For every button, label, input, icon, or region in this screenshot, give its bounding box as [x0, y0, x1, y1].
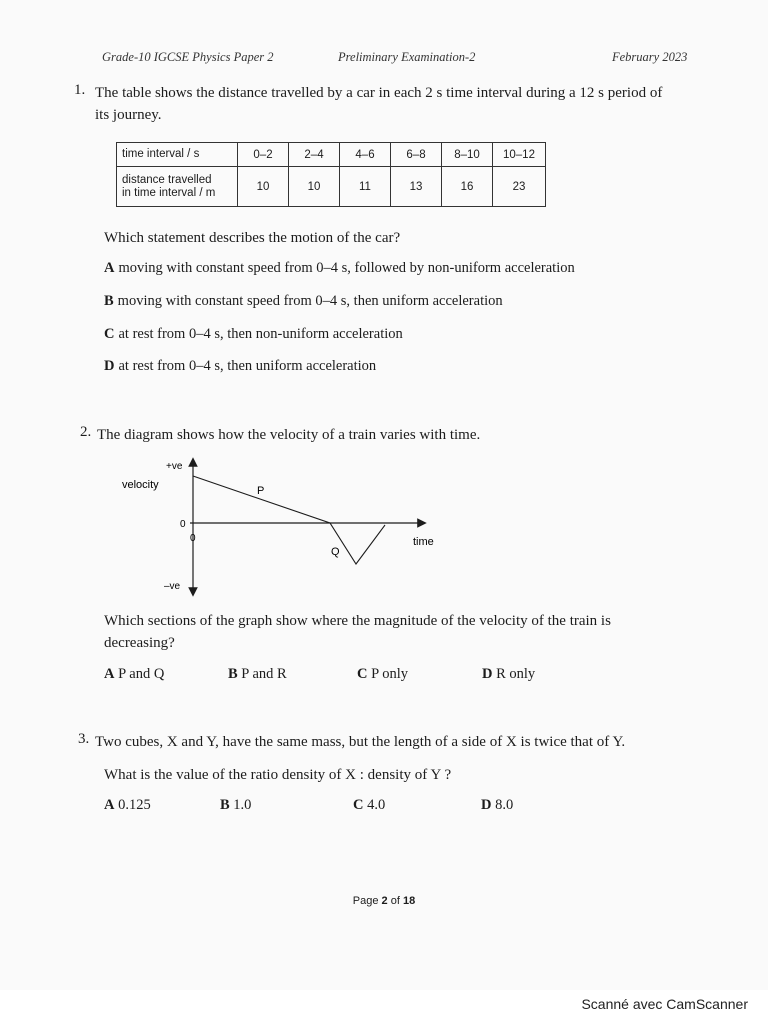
option-letter: D: [482, 666, 493, 682]
option-letter: B: [228, 666, 238, 682]
option-letter: C: [353, 797, 364, 813]
option-text: 0.125: [118, 797, 151, 813]
velocity-time-graph: [110, 452, 450, 597]
option-text: R only: [496, 666, 536, 682]
camscanner-watermark: Scanné avec CamScanner: [581, 996, 748, 1012]
table-row: [117, 167, 546, 207]
table-cell-interval: 0–2: [238, 143, 289, 167]
q1-option-d: [104, 358, 376, 375]
option-letter: B: [220, 797, 230, 813]
table-row-label: [117, 167, 238, 207]
q1-text-line2: its journey.: [95, 107, 162, 123]
option-letter: D: [481, 797, 492, 813]
page-total: 18: [402, 895, 416, 907]
header-right: February 2023: [612, 50, 688, 64]
table-cell-interval: 10–12: [493, 143, 546, 167]
option-letter: A: [104, 797, 115, 813]
q2-text: The diagram shows how the velocity of a train varies with time.: [97, 427, 481, 443]
q1-question: Which statement describes the motion of the car?: [104, 230, 401, 246]
option-letter: C: [104, 326, 115, 342]
table-row-label: time interval / s: [117, 143, 238, 167]
of-word: of: [390, 895, 400, 907]
option-text: moving with constant speed from 0–4 s, then uniform acceleration: [117, 293, 503, 309]
q2-option-a: [104, 666, 164, 683]
table-cell-interval: 2–4: [289, 143, 340, 167]
distance-table: [116, 142, 546, 207]
option-letter: C: [357, 666, 368, 682]
label-p: P: [257, 485, 265, 497]
option-letter: B: [104, 293, 114, 309]
velocity-line: [193, 476, 385, 564]
x-axis-label: time: [413, 536, 434, 548]
q2-option-d: [482, 666, 535, 683]
zero-x-label: 0: [190, 533, 196, 544]
q1-text-line1: The table shows the distance travelled by a car in each 2 s time interval during a 12 s period of: [95, 85, 663, 101]
option-text: P and R: [241, 666, 287, 682]
page-number: 2: [381, 895, 388, 907]
option-text: at rest from 0–4 s, then non-uniform acceleration: [118, 326, 403, 342]
q1-option-b: [104, 293, 503, 310]
option-text: P only: [371, 666, 409, 682]
y-axis-label: velocity: [122, 479, 159, 491]
table-cell-distance: 23: [493, 167, 546, 207]
table-label-line: in time interval / m: [122, 186, 216, 199]
header-left: Grade-10 IGCSE Physics Paper 2: [102, 50, 274, 64]
table-cell-interval: 4–6: [340, 143, 391, 167]
q3-question: What is the value of the ratio density of X : density of Y ?: [104, 767, 452, 783]
option-letter: A: [104, 666, 115, 682]
table-cell-distance: 10: [289, 167, 340, 207]
q3-option-c: [353, 797, 385, 814]
option-text: 1.0: [233, 797, 252, 813]
table-label-line: distance travelled: [122, 173, 212, 186]
table-cell-interval: 6–8: [391, 143, 442, 167]
table-cell-interval: 8–10: [442, 143, 493, 167]
table-cell-distance: 16: [442, 167, 493, 207]
q3-option-a: [104, 797, 151, 814]
q1-option-a: [104, 260, 575, 277]
neg-label: –ve: [164, 581, 181, 592]
q2-question-line2: decreasing?: [104, 635, 175, 651]
q3-option-b: [220, 797, 251, 814]
q3-text: Two cubes, X and Y, have the same mass, but the length of a side of X is twice that of Y.: [95, 734, 626, 750]
header-center: Preliminary Examination-2: [338, 50, 476, 64]
option-letter: D: [104, 358, 115, 374]
q2-number: 2.: [80, 424, 92, 440]
pos-label: +ve: [166, 461, 183, 472]
table-cell-distance: 13: [391, 167, 442, 207]
table-cell-distance: 10: [238, 167, 289, 207]
zero-y-label: 0: [180, 519, 186, 530]
option-text: P and Q: [118, 666, 165, 682]
q1-number: 1.: [74, 82, 86, 98]
q2-option-c: [357, 666, 408, 683]
option-text: 8.0: [495, 797, 514, 813]
option-text: 4.0: [367, 797, 386, 813]
option-letter: A: [104, 260, 115, 276]
label-q: Q: [331, 546, 340, 558]
page-footer: [0, 895, 768, 907]
q3-option-d: [481, 797, 513, 814]
q2-question-line1: Which sections of the graph show where the magnitude of the velocity of the train is: [104, 613, 611, 629]
q3-number: 3.: [78, 731, 90, 747]
option-text: at rest from 0–4 s, then uniform acceleration: [118, 358, 377, 374]
option-text: moving with constant speed from 0–4 s, followed by non-uniform acceleration: [118, 260, 575, 276]
table-row: [117, 143, 546, 167]
q1-option-c: [104, 326, 403, 343]
table-cell-distance: 11: [340, 167, 391, 207]
q2-option-b: [228, 666, 287, 683]
page-word: Page: [352, 895, 379, 907]
